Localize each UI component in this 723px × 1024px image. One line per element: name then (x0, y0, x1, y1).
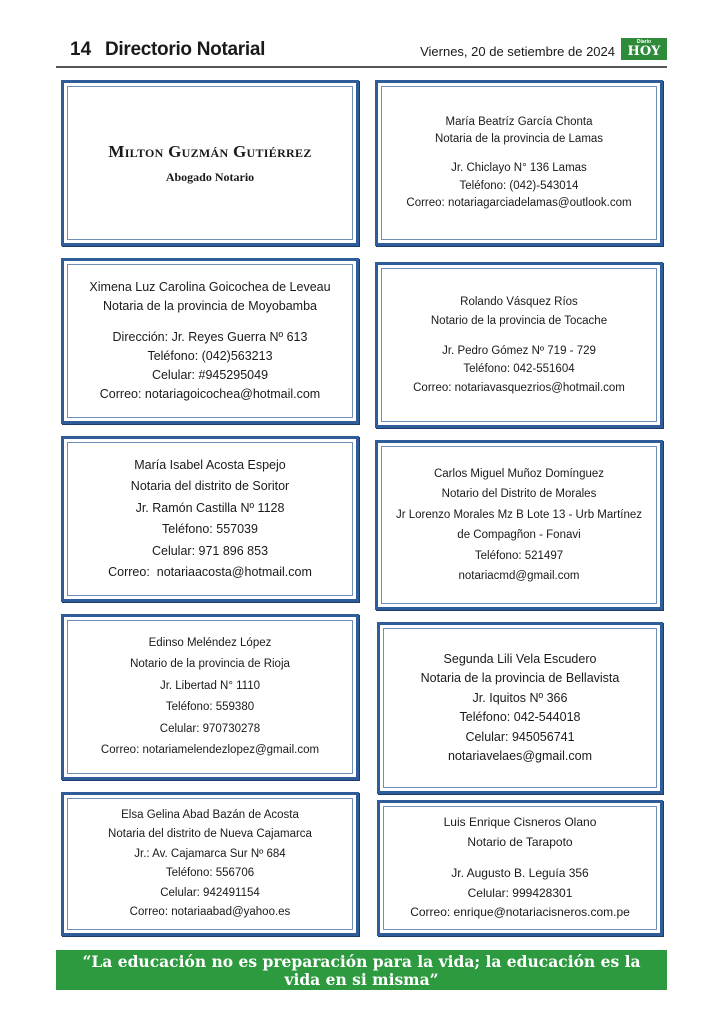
card-inner (67, 620, 353, 774)
card-line: Celular: #945295049 (151, 368, 269, 383)
card-line: Correo: notariagarciadelamas@outlook.com (406, 197, 632, 209)
card-line: Notario de la provincia de Rioja (130, 658, 290, 670)
card-line: Celular: 942491154 (160, 886, 260, 899)
card-line: Jr. Chiclayo N° 136 Lamas (451, 162, 587, 174)
card-line: Edinso Meléndez López (148, 636, 272, 649)
card-line: Teléfono: 521497 (474, 549, 564, 562)
card-line: Correo: notariaacosta@hotmail.com (108, 565, 312, 579)
card-line: Notaria del distrito de Soritor (130, 479, 290, 493)
card-line: Notario del Distrito de Morales (441, 488, 597, 500)
card-inner (67, 442, 353, 596)
notary-card-goicochea (61, 258, 359, 424)
notary-card-guzman (61, 80, 359, 246)
card-line: Jr. Libertad N° 1110 (159, 679, 261, 692)
card-line: Teléfono: (042)-543014 (459, 179, 579, 192)
card-line: Teléfono: 042-544018 (459, 710, 581, 724)
card-line: Celular: 999428301 (467, 885, 573, 900)
card-line: Celular: 971 896 853 (151, 543, 269, 558)
card-line: Teléfono: (042)563213 (147, 349, 273, 364)
card-line: Celular: 970730278 (159, 722, 261, 735)
issue-date: Viernes, 20 de setiembre de 2024 (420, 44, 615, 59)
logo-big-text: HOY (627, 44, 661, 59)
notary-card-munoz (375, 440, 663, 610)
card-line: María Beatríz García Chonta (445, 115, 593, 128)
card-line: María Isabel Acosta Espejo (134, 457, 286, 472)
card-line: de Compagñon - Fonavi (457, 529, 581, 541)
card-line: Carlos Miguel Muñoz Domínguez (433, 467, 605, 480)
card-line: Jr. Pedro Gómez Nº 719 - 729 (442, 344, 596, 357)
logo-small-text: Diario (636, 39, 652, 45)
card-line: Luis Enrique Cisneros Olano (443, 815, 597, 830)
card-inner (381, 86, 657, 240)
notary-card-abad (61, 792, 359, 936)
card-inner (383, 806, 657, 930)
card-line: Notaria de la provincia de Lamas (434, 133, 604, 145)
card-line: Dirección: Jr. Reyes Guerra Nº 613 (112, 330, 308, 345)
card-line: Notario de Tarapoto (467, 834, 573, 849)
card-line: Jr. Iquitos Nº 366 (472, 690, 568, 705)
card-line: Jr Lorenzo Morales Mz B Lote 13 - Urb Martínez (395, 508, 643, 521)
quote-line-2: vida en si misma” (284, 970, 439, 989)
notary-card-garcia (375, 80, 663, 246)
card-line: Jr. Ramón Castilla Nº 1128 (135, 500, 285, 515)
diario-hoy-logo (621, 38, 667, 60)
card-line: Notario de la provincia de Tocache (430, 314, 608, 327)
quote-banner (56, 950, 667, 990)
card-line: Segunda Lili Vela Escudero (443, 651, 597, 666)
card-line: Jr.: Av. Cajamarca Sur Nº 684 (134, 847, 286, 860)
card-inner (67, 86, 353, 240)
section-title: Directorio Notarial (105, 39, 266, 60)
card-inner (381, 446, 657, 604)
card-line: Notaria de la provincia de Bellavista (420, 671, 620, 685)
card-line: notariavelaes@gmail.com (447, 749, 592, 763)
card-line: Celular: 945056741 (465, 729, 575, 744)
card-line: Correo: enrique@notariacisneros.com.pe (410, 905, 630, 920)
card-line: Notaria del distrito de Nueva Cajamarca (108, 828, 312, 840)
card-line: notariacmd@gmail.com (458, 570, 580, 582)
card-line: Rolando Vásquez Ríos (460, 296, 578, 308)
card-line: Teléfono: 042-551604 (463, 363, 575, 375)
card-line: Teléfono: 556706 (165, 867, 255, 879)
notary-card-melendez (61, 614, 359, 780)
card-line: Notaria de la provincia de Moyobamba (102, 298, 317, 313)
card-line: Jr. Augusto B. Leguía 356 (451, 866, 589, 881)
card-line: Correo: notariagoicochea@hotmail.com (99, 387, 321, 402)
notary-card-acosta-espejo (61, 436, 359, 602)
card-line: Teléfono: 559380 (165, 701, 255, 713)
card-line: Elsa Gelina Abad Bazán de Acosta (121, 808, 299, 821)
page-number: 14 (70, 39, 92, 60)
quote-line-1: “La educación no es preparación para la vida; la educación es la (82, 952, 641, 971)
card-inner (381, 268, 657, 422)
notary-card-vasquez (375, 262, 663, 428)
notary-card-vela (377, 622, 663, 794)
card-line: Correo: notariamelendezlopez@gmail.com (100, 744, 320, 756)
card-inner (383, 628, 657, 788)
card-inner (67, 798, 353, 930)
card-line: Correo: notariaabad@yahoo.es (129, 906, 291, 918)
card-name: Milton Guzmán Gutiérrez (108, 141, 312, 161)
card-inner (67, 264, 353, 418)
card-line: Correo: notariavasquezrios@hotmail.com (413, 381, 625, 394)
card-line: Teléfono: 557039 (162, 522, 258, 536)
card-line: Ximena Luz Carolina Goicochea de Leveau (89, 279, 331, 294)
notary-card-cisneros (377, 800, 663, 936)
page-header (56, 36, 667, 68)
card-title: Abogado Notario (165, 169, 255, 184)
